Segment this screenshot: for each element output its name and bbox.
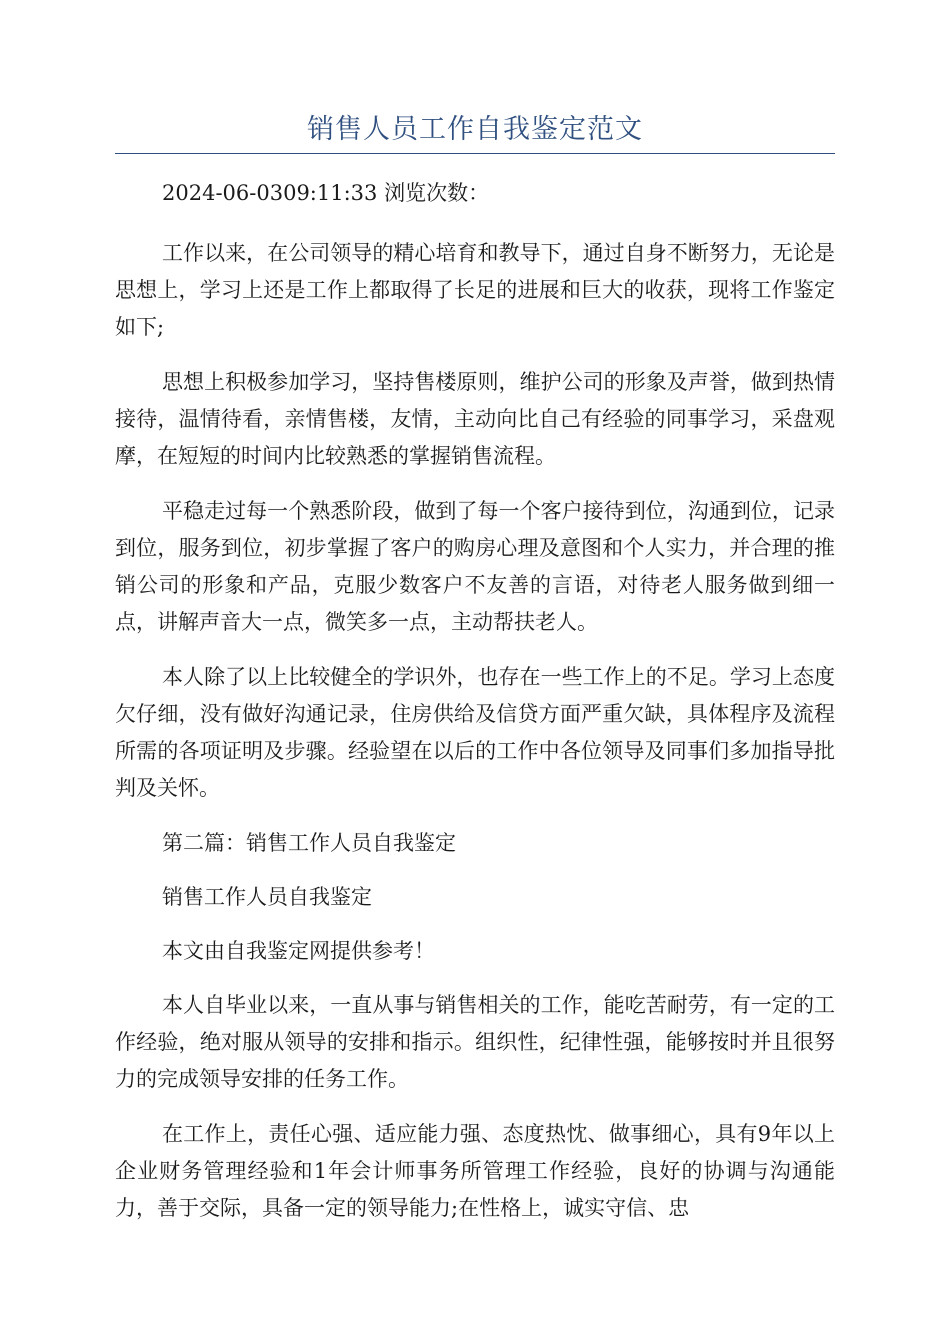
paragraph: 本人除了以上比较健全的学识外，也存在一些工作上的不足。学习上态度欠仔细，没有做好沟通记录，住房供给及信贷方面严重欠缺，具体程序及流程所需的各项证明及步骤。经验望在以后的工作中各位领导及同事们多加指导批判及关怀。 [115, 665, 835, 800]
title-underline [115, 153, 835, 154]
document-title: 销售人员工作自我鉴定范文 [307, 114, 643, 145]
paragraph: 平稳走过每一个熟悉阶段，做到了每一个客户接待到位，沟通到位，记录到位，服务到位，初步掌握了客户的购房心理及意图和个人实力，并合理的推销公司的形象和产品，克服少数客户不友善的言语，对待老人服务做到细一点，讲解声音大一点，微笑多一点，主动帮扶老人。 [115, 499, 835, 634]
section-heading: 第二篇：销售工作人员自我鉴定 [162, 831, 456, 855]
section-subtitle: 销售工作人员自我鉴定 [162, 885, 372, 909]
paragraph: 思想上积极参加学习，坚持售楼原则，维护公司的形象及声誉，做到热情接待，温情待看，亲情售楼，友情，主动向比自己有经验的同事学习，采盘观摩，在短短的时间内比较熟悉的掌握销售流程。 [115, 370, 835, 468]
meta-line: 2024-06-0309:11:33 浏览次数： [162, 181, 490, 205]
paragraph: 在工作上，责任心强、适应能力强、态度热忱、做事细心，具有9年以上企业财务管理经验和1年会计师事务所管理工作经验，良好的协调与沟通能力，善于交际，具备一定的领导能力;在性格上，诚实守信、忠 [115, 1122, 835, 1220]
paragraph: 本人自毕业以来，一直从事与销售相关的工作，能吃苦耐劳，有一定的工作经验，绝对服从领导的安排和指示。组织性，纪律性强，能够按时并且很努力的完成领导安排的任务工作。 [115, 993, 835, 1091]
source-note: 本文由自我鉴定网提供参考！ [162, 939, 435, 963]
document-body [115, 175, 835, 1245]
paragraph: 工作以来，在公司领导的精心培育和教导下，通过自身不断努力，无论是思想上，学习上还是工作上都取得了长足的进展和巨大的收获，现将工作鉴定如下; [115, 241, 835, 339]
